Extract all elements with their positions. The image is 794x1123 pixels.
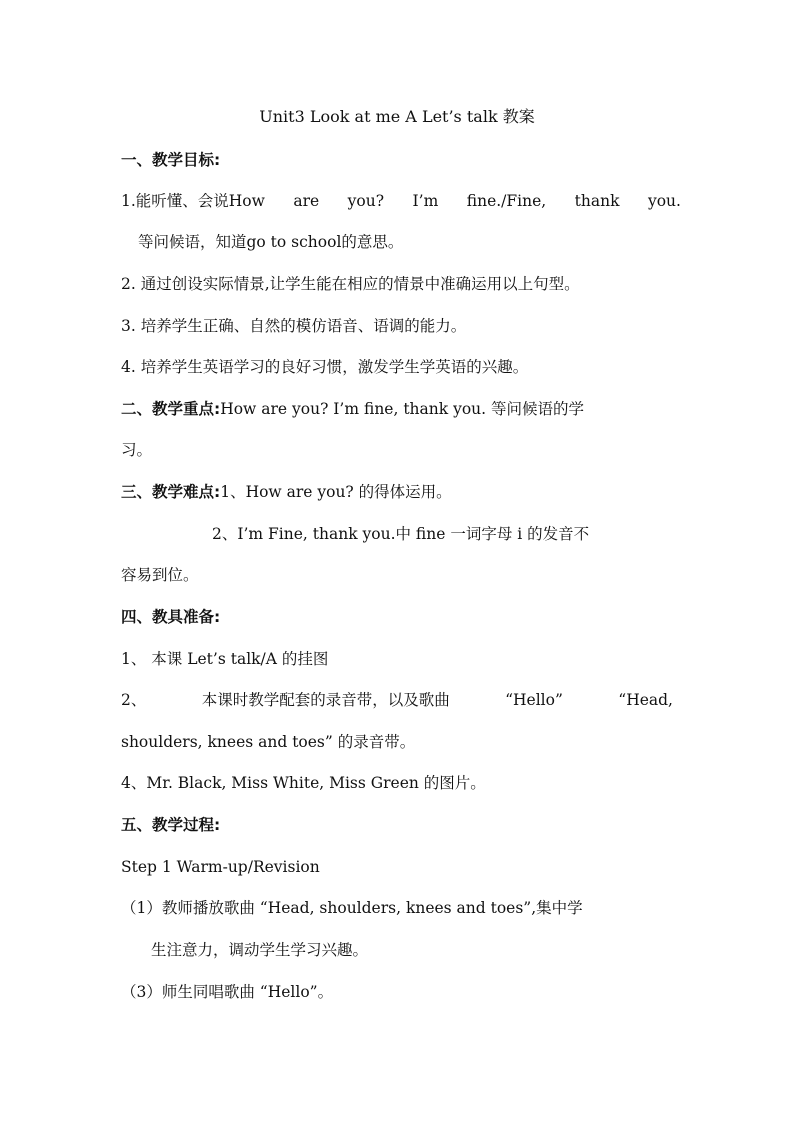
key-points-text: How are you? I’m fine, thank you. 等问候语的学 (220, 400, 585, 418)
objective-1-word: I’m (412, 192, 439, 210)
key-points-line-2: 习。 (121, 441, 153, 459)
difficulty-2-line-2: 容易到位。 (121, 566, 199, 584)
material-2-line-2: shoulders, knees and toes” 的录音带。 (121, 733, 416, 751)
document-title: Unit3 Look at me A Let’s talk 教案 (259, 107, 535, 126)
step-1-heading: Step 1 Warm-up/Revision (121, 858, 320, 876)
objective-4: 4. 培养学生英语学习的良好习惯，激发学生学英语的兴趣。 (121, 358, 529, 376)
material-2-song-hello: “Hello” (505, 691, 563, 709)
process-1-line-2: 生注意力，调动学生学习兴趣。 (151, 941, 369, 959)
material-4: 4、Mr. Black, Miss White, Miss Green 的图片。 (121, 774, 486, 792)
material-2-song-head: “Head, (618, 691, 673, 709)
objective-1-line-1 (121, 191, 681, 211)
material-2-line-1 (121, 690, 673, 710)
material-2-number: 2、 (121, 691, 147, 709)
key-points-line-1 (121, 399, 584, 419)
section-heading-objectives: 一、教学目标: (121, 151, 221, 169)
difficulties-line-1 (121, 482, 452, 502)
process-3: （3）师生同唱歌曲 “Hello”。 (121, 983, 334, 1001)
process-1-line-1: （1）教师播放歌曲 “Head, shoulders, knees and toes”,集中学 (121, 899, 583, 917)
objective-1-word: you. (647, 192, 681, 210)
section-heading-process: 五、教学过程: (121, 816, 221, 834)
difficulty-2-line-1: 2、I’m Fine, thank you.中 fine 一词字母 i 的发音不 (212, 525, 590, 543)
material-2-text: 本课时教学配套的录音带，以及歌曲 (201, 691, 450, 709)
objective-3: 3. 培养学生正确、自然的模仿语音、语调的能力。 (121, 317, 467, 335)
objective-1-word: 1.能听懂、会说How (121, 192, 265, 210)
objective-1-word: are (293, 192, 320, 210)
material-1: 1、 本课 Let’s talk/A 的挂图 (121, 650, 329, 668)
objective-1-word: thank (574, 192, 620, 210)
difficulty-1: 1、How are you? 的得体运用。 (220, 483, 452, 501)
objective-1-line-2: 等问候语，知道go to school的意思。 (138, 233, 404, 251)
objective-1-word: you? (347, 192, 385, 210)
section-heading-difficulties: 三、教学难点: (121, 483, 221, 501)
section-heading-key-points: 二、教学重点: (121, 400, 221, 418)
objective-2: 2. 通过创设实际情景,让学生能在相应的情景中准确运用以上句型。 (121, 275, 580, 293)
objective-1-word: fine./Fine, (466, 192, 547, 210)
section-heading-materials: 四、教具准备: (121, 608, 221, 626)
